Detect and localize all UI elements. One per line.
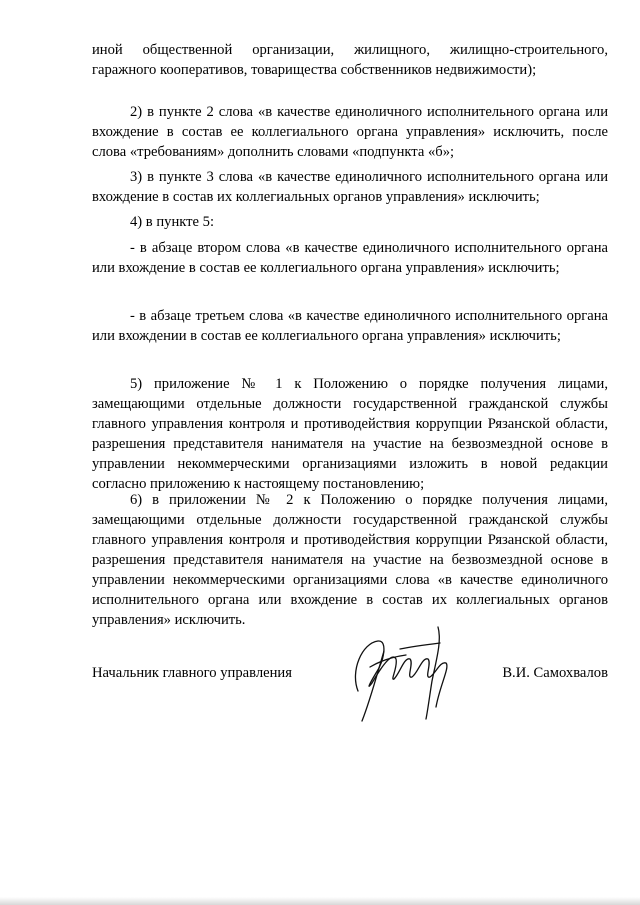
signatory-name: В.И. Самохвалов	[502, 665, 608, 681]
paragraph-text: - в абзаце втором слова «в качестве единоличного исполнительного органа или вхождение в состав ее коллегиального органа управления» исключить;	[92, 240, 608, 276]
paragraph-6	[92, 306, 608, 346]
paragraph-2	[92, 102, 608, 162]
paragraph-text: 5) приложение № 1 к Положению о порядке получения лицами, замещающими отдельные должности государственной гражданской службы главного управления контроля и противодействия коррупции Рязанской области, разрешения представителя нанимателя на участие на безвозмездной основе в управлении некоммерческими организациями изложить в новой редакции согласно приложению к настоящему постановлению;	[92, 376, 608, 492]
paragraph-text: 6) в приложении № 2 к Положению о порядке получения лицами, замещающими отдельные должности государственной гражданской службы главного управления контроля и противодействия коррупции Рязанской области, разрешения представителя нанимателя на участие на безвозмездной основе в управлении некоммерческими организациями слова «в качестве единоличного исполнительного органа или вхождение в состав их коллегиальных органов управления» исключить.	[92, 492, 608, 628]
paragraph-text: 2) в пункте 2 слова «в качестве единоличного исполнительного органа или вхождение в состав ее коллегиального органа управления» исключить, после слова «требованиям» дополнить словами «подпункта «б»;	[92, 104, 608, 160]
paragraph-7	[92, 374, 608, 494]
scan-edge-shadow	[0, 897, 640, 905]
signature-block	[92, 663, 608, 723]
paragraph-8	[92, 490, 608, 630]
paragraph-text: 3) в пункте 3 слова «в качестве единоличного исполнительного органа или вхождение в состав их коллегиальных органов управления» исключить;	[92, 169, 608, 205]
paragraph-5	[92, 238, 608, 278]
signatory-position: Начальник главного управления	[92, 665, 292, 681]
paragraph-4	[92, 212, 608, 232]
paragraph-3	[92, 167, 608, 207]
paragraph-text: - в абзаце третьем слова «в качестве единоличного исполнительного органа или вхождении в состав ее коллегиального органа управления» исключить;	[92, 308, 608, 344]
paragraph-1	[92, 40, 608, 80]
paragraph-text: 4) в пункте 5:	[130, 214, 215, 230]
paragraph-text: иной общественной организации, жилищного, жилищно-строительного, гаражного кооперативов, товарищества собственников недвижимости);	[92, 42, 608, 78]
handwritten-signature	[340, 621, 470, 726]
